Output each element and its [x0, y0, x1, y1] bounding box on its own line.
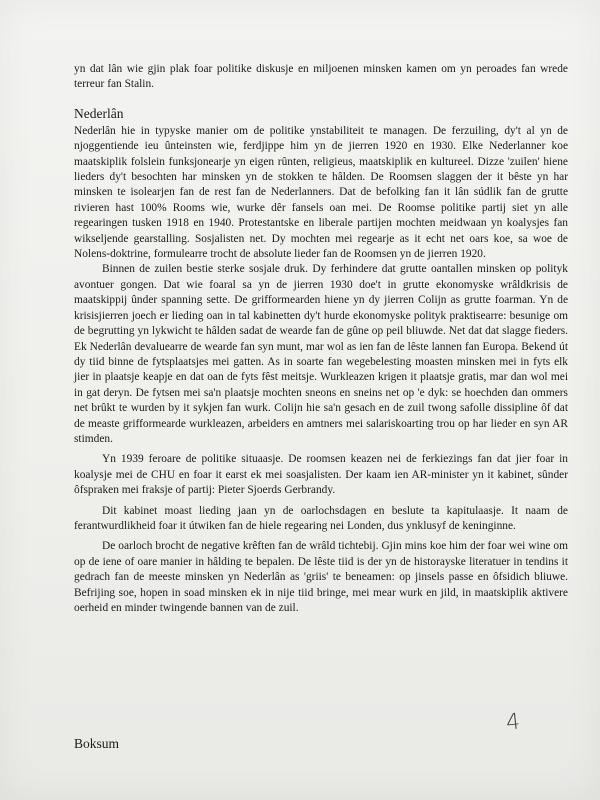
handwritten-page-number: 4	[504, 709, 522, 736]
section-heading: Nederlân	[74, 105, 124, 121]
paragraph-5: De oarloch brocht de negative krêften fan de wrâld tichtebij. Gjin mins koe him der foar wei wine om op de iene of oare manier in hâlding te bepalen. De lêste tiid is der yn de historayske literatuer in tendins it gedrach fan de meeste minsken yn Nederlân as 'griis' te beneamen: op jinsels passe en ôfsidich bliuwe. Befrijing soe, hopen in soad minsken ek in nije tiid bringe, mei mear wurk en jild, in maatskiplik aktivere oerheid en minder twingende bannen van de zuil.	[74, 540, 568, 614]
author-name: Boksum	[74, 736, 120, 751]
paragraph-1: Nederlân hie in typyske manier om de politike ynstabiliteit te managen. De ferzuiling, dy't al yn de njoggentiende ieu ûnteinsten wie, ferdjippe him yn de jierren 1920 en 1930. Elke Nederlanner koe maatskiplik folslein funksjonearje yn eigen rûnten, religieus, maatskiplik en kultureel. Dizze 'zuilen' hiene lieders dy't besochten har minsken yn de stokken te hâlden. De Roomsen slaggen der it bêste yn har minsken te isolearjen fan de rest fan de Nederlanners. Dat de befolking fan it lân súdlik fan de grutte rivieren hast 100% Rooms wie, wurke dêr fansels oan mei. De Roomse politike partij siet yn alle regearingen tusken 1918 en 1940. Protestantske en liberale partijen mochten meidwaan yn koalysjes fan wikseljende gearstalling. Sosjalisten net. Dy mochten mei regearje as it echt net oars koe, sa woe de Nolens-doktrine, formulearre trocht de absolute lieder fan de Roomsen yn de jierren 1920.	[74, 124, 568, 261]
document-body	[74, 62, 568, 616]
paragraph-4: Dit kabinet moast lieding jaan yn de oarlochsdagen en beslute ta kapitulaasje. It naam de ferantwurdlikheid foar it útwiken fan de hiele regearing nei Londen, dus ynklusyf de keninginne.	[74, 504, 568, 532]
intro-paragraph: yn dat lân wie gjin plak foar politike diskusje en miljoenen minsken kamen om yn peroades fan wrede terreur fan Stalin.	[74, 63, 568, 91]
paragraph-2: Binnen de zuilen bestie sterke sosjale druk. Dy ferhindere dat grutte oantallen minsken op polityk avontuer gongen. Dat wie foaral sa yn de jierren 1930 doe't in grutte ekonomyske wrâldkrisis de maatskippij ûnder spanning sette. De grifformearden hiene yn dy jierren Colijn as grutte foarman. Yn de krisisjierren joech er lieding oan in tal kabinetten dy't hurde ekonomyske polityk praktisearre: besunige om de begrutting yn lykwicht te hâlden sadat de wearde fan de gûne op peil bliuwde. Net dat dat slagge fieders. Ek Nederlân devaluearre de wearde fan syn munt, mar wol as ien fan de lêste lannen fan Europa. Bekend út dy tiid binne de fytsplaatsjes mei gatten. As in soarte fan wegebelesting moasten minsken mei in fyts elk jier in plaatsje keapje en dat oan de fyts fêst meitsje. Wurkleazen krigen it plaatsje gratis, mar dan wol mei in gat deryn. De fytsen mei sa'n plaatsje mochten sneons en sneins net op 'e dyk: se hoechden dan ommers net brûkt te wurden by it sykjen fan wurk. Colijn hie sa'n gesach en de zuil twong safolle dissipline ôf dat de measte grifformearde wurkleazen, arbeiders en amtners mei salariskoarting trou op har lieder en syn AR stimden.	[74, 263, 568, 445]
paragraph-3: Yn 1939 feroare de politike situaasje. De roomsen keazen nei de ferkiezings fan dat jier foar in koalysje mei de CHU en foar it earst ek mei soasjalisten. Der kaam ien AR-minister yn it kabinet, sûnder ôfspraken mei fraksje of partij: Pieter Sjoerds Gerbrandy.	[74, 453, 568, 497]
